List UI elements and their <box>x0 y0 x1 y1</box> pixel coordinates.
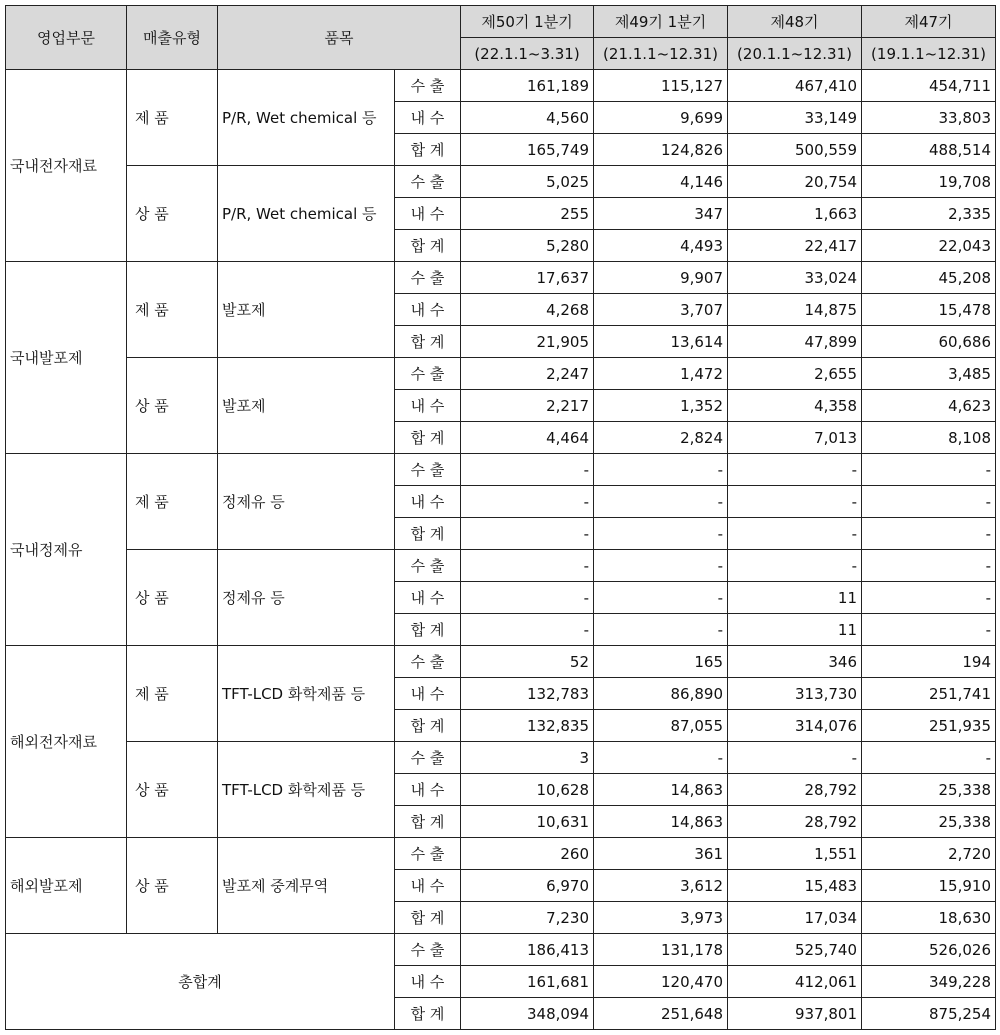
grand-total-label: 총합계 <box>6 934 395 1030</box>
value-cell: - <box>728 742 862 774</box>
value-cell: 3,973 <box>594 902 728 934</box>
value-cell: 161,189 <box>461 70 594 102</box>
value-cell: 10,628 <box>461 774 594 806</box>
value-cell: 15,910 <box>862 870 996 902</box>
value-cell: 60,686 <box>862 326 996 358</box>
value-cell: 2,720 <box>862 838 996 870</box>
value-cell: - <box>461 582 594 614</box>
sales-type: 상 품 <box>127 166 218 262</box>
value-cell: 488,514 <box>862 134 996 166</box>
value-cell: 454,711 <box>862 70 996 102</box>
value-cell: - <box>728 486 862 518</box>
value-cell: 115,127 <box>594 70 728 102</box>
value-cell: 131,178 <box>594 934 728 966</box>
value-cell: 52 <box>461 646 594 678</box>
value-cell: 15,478 <box>862 294 996 326</box>
value-cell: 14,863 <box>594 806 728 838</box>
segment-name: 해외전자재료 <box>6 646 127 838</box>
channel-label: 합 계 <box>395 614 461 646</box>
header-period-name: 제47기 <box>862 6 996 38</box>
value-cell: 9,907 <box>594 262 728 294</box>
header-sales-type: 매출유형 <box>127 6 218 70</box>
value-cell: 349,228 <box>862 966 996 998</box>
channel-label: 합 계 <box>395 998 461 1030</box>
value-cell: 3,707 <box>594 294 728 326</box>
value-cell: 937,801 <box>728 998 862 1030</box>
value-cell: 4,493 <box>594 230 728 262</box>
value-cell: 2,824 <box>594 422 728 454</box>
header-period-range: (22.1.1~3.31) <box>461 38 594 70</box>
value-cell: 25,338 <box>862 774 996 806</box>
value-cell: 33,803 <box>862 102 996 134</box>
table-row <box>6 454 996 486</box>
channel-label: 수 출 <box>395 646 461 678</box>
header-period-range: (21.1.1~12.31) <box>594 38 728 70</box>
value-cell: - <box>594 454 728 486</box>
value-cell: - <box>594 518 728 550</box>
value-cell: 86,890 <box>594 678 728 710</box>
value-cell: 19,708 <box>862 166 996 198</box>
channel-label: 내 수 <box>395 102 461 134</box>
value-cell: 3,485 <box>862 358 996 390</box>
value-cell: 17,034 <box>728 902 862 934</box>
value-cell: 165,749 <box>461 134 594 166</box>
channel-label: 합 계 <box>395 710 461 742</box>
value-cell: 2,335 <box>862 198 996 230</box>
segment-name: 국내발포제 <box>6 262 127 454</box>
value-cell: 20,754 <box>728 166 862 198</box>
value-cell: 47,899 <box>728 326 862 358</box>
value-cell: 2,247 <box>461 358 594 390</box>
table-row <box>6 166 996 198</box>
value-cell: 14,875 <box>728 294 862 326</box>
channel-label: 수 출 <box>395 550 461 582</box>
table-row <box>6 550 996 582</box>
channel-label: 수 출 <box>395 454 461 486</box>
value-cell: - <box>728 518 862 550</box>
value-cell: - <box>461 486 594 518</box>
value-cell: 132,835 <box>461 710 594 742</box>
value-cell: 260 <box>461 838 594 870</box>
value-cell: 346 <box>728 646 862 678</box>
value-cell: - <box>862 550 996 582</box>
value-cell: 11 <box>728 582 862 614</box>
channel-label: 수 출 <box>395 166 461 198</box>
value-cell: - <box>461 550 594 582</box>
table-row <box>6 838 996 870</box>
channel-label: 합 계 <box>395 422 461 454</box>
sales-type: 제 품 <box>127 70 218 166</box>
header-period-range: (19.1.1~12.31) <box>862 38 996 70</box>
value-cell: 45,208 <box>862 262 996 294</box>
value-cell: - <box>461 518 594 550</box>
value-cell: 11 <box>728 614 862 646</box>
value-cell: 4,146 <box>594 166 728 198</box>
item-name: 정제유 등 <box>218 454 395 550</box>
value-cell: 4,623 <box>862 390 996 422</box>
sales-type: 제 품 <box>127 454 218 550</box>
value-cell: 1,352 <box>594 390 728 422</box>
value-cell: - <box>862 614 996 646</box>
value-cell: 22,417 <box>728 230 862 262</box>
header-period-range: (20.1.1~12.31) <box>728 38 862 70</box>
value-cell: 10,631 <box>461 806 594 838</box>
item-name: 발포제 <box>218 262 395 358</box>
channel-label: 합 계 <box>395 230 461 262</box>
item-name: 발포제 <box>218 358 395 454</box>
channel-label: 내 수 <box>395 390 461 422</box>
channel-label: 내 수 <box>395 678 461 710</box>
channel-label: 합 계 <box>395 326 461 358</box>
value-cell: 9,699 <box>594 102 728 134</box>
table-row <box>6 742 996 774</box>
value-cell: 6,970 <box>461 870 594 902</box>
header-period-name: 제48기 <box>728 6 862 38</box>
value-cell: 3,612 <box>594 870 728 902</box>
value-cell: - <box>728 550 862 582</box>
item-name: 발포제 중계무역 <box>218 838 395 934</box>
item-name: TFT-LCD 화학제품 등 <box>218 646 395 742</box>
segment-name: 해외발포제 <box>6 838 127 934</box>
value-cell: 25,338 <box>862 806 996 838</box>
channel-label: 내 수 <box>395 198 461 230</box>
value-cell: 525,740 <box>728 934 862 966</box>
value-cell: 5,025 <box>461 166 594 198</box>
value-cell: 87,055 <box>594 710 728 742</box>
value-cell: - <box>461 614 594 646</box>
value-cell: 5,280 <box>461 230 594 262</box>
table-row <box>6 262 996 294</box>
value-cell: 28,792 <box>728 806 862 838</box>
value-cell: - <box>594 742 728 774</box>
value-cell: 15,483 <box>728 870 862 902</box>
channel-label: 내 수 <box>395 870 461 902</box>
value-cell: 120,470 <box>594 966 728 998</box>
value-cell: 2,655 <box>728 358 862 390</box>
value-cell: 28,792 <box>728 774 862 806</box>
channel-label: 수 출 <box>395 838 461 870</box>
value-cell: - <box>594 550 728 582</box>
value-cell: 251,648 <box>594 998 728 1030</box>
channel-label: 합 계 <box>395 134 461 166</box>
value-cell: - <box>594 582 728 614</box>
sales-type: 제 품 <box>127 646 218 742</box>
value-cell: 1,472 <box>594 358 728 390</box>
channel-label: 내 수 <box>395 294 461 326</box>
value-cell: 13,614 <box>594 326 728 358</box>
value-cell: 22,043 <box>862 230 996 262</box>
channel-label: 수 출 <box>395 934 461 966</box>
value-cell: 165 <box>594 646 728 678</box>
value-cell: 251,741 <box>862 678 996 710</box>
value-cell: 313,730 <box>728 678 862 710</box>
item-name: 정제유 등 <box>218 550 395 646</box>
table-header <box>6 6 996 70</box>
item-name: P/R, Wet chemical 등 <box>218 166 395 262</box>
value-cell: 500,559 <box>728 134 862 166</box>
segment-name: 국내정제유 <box>6 454 127 646</box>
value-cell: 251,935 <box>862 710 996 742</box>
value-cell: 7,230 <box>461 902 594 934</box>
item-name: TFT-LCD 화학제품 등 <box>218 742 395 838</box>
value-cell: 8,108 <box>862 422 996 454</box>
value-cell: - <box>862 518 996 550</box>
channel-label: 내 수 <box>395 966 461 998</box>
value-cell: 161,681 <box>461 966 594 998</box>
value-cell: 18,630 <box>862 902 996 934</box>
value-cell: 4,560 <box>461 102 594 134</box>
value-cell: 4,464 <box>461 422 594 454</box>
value-cell: 186,413 <box>461 934 594 966</box>
value-cell: 4,358 <box>728 390 862 422</box>
channel-label: 내 수 <box>395 774 461 806</box>
sales-type: 상 품 <box>127 550 218 646</box>
sales-type: 제 품 <box>127 262 218 358</box>
value-cell: - <box>594 486 728 518</box>
item-name: P/R, Wet chemical 등 <box>218 70 395 166</box>
value-cell: - <box>461 454 594 486</box>
value-cell: 1,551 <box>728 838 862 870</box>
value-cell: 33,149 <box>728 102 862 134</box>
sales-type: 상 품 <box>127 838 218 934</box>
value-cell: 21,905 <box>461 326 594 358</box>
value-cell: 875,254 <box>862 998 996 1030</box>
sales-table <box>5 5 996 1030</box>
value-cell: 412,061 <box>728 966 862 998</box>
value-cell: 526,026 <box>862 934 996 966</box>
value-cell: 4,268 <box>461 294 594 326</box>
table-row <box>6 70 996 102</box>
value-cell: 3 <box>461 742 594 774</box>
channel-label: 합 계 <box>395 518 461 550</box>
table-row <box>6 358 996 390</box>
value-cell: 348,094 <box>461 998 594 1030</box>
value-cell: - <box>594 614 728 646</box>
channel-label: 수 출 <box>395 358 461 390</box>
channel-label: 합 계 <box>395 806 461 838</box>
value-cell: 314,076 <box>728 710 862 742</box>
sales-type: 상 품 <box>127 358 218 454</box>
table-row <box>6 934 996 966</box>
value-cell: 17,637 <box>461 262 594 294</box>
channel-label: 수 출 <box>395 742 461 774</box>
value-cell: 1,663 <box>728 198 862 230</box>
header-segment: 영업부문 <box>6 6 127 70</box>
value-cell: 7,013 <box>728 422 862 454</box>
channel-label: 내 수 <box>395 582 461 614</box>
table-row <box>6 646 996 678</box>
value-cell: 132,783 <box>461 678 594 710</box>
value-cell: - <box>862 486 996 518</box>
value-cell: 467,410 <box>728 70 862 102</box>
value-cell: - <box>862 742 996 774</box>
value-cell: 255 <box>461 198 594 230</box>
header-period-name: 제49기 1분기 <box>594 6 728 38</box>
header-period-name: 제50기 1분기 <box>461 6 594 38</box>
value-cell: 2,217 <box>461 390 594 422</box>
value-cell: 194 <box>862 646 996 678</box>
channel-label: 수 출 <box>395 70 461 102</box>
value-cell: - <box>728 454 862 486</box>
value-cell: 124,826 <box>594 134 728 166</box>
value-cell: - <box>862 582 996 614</box>
channel-label: 내 수 <box>395 486 461 518</box>
value-cell: 347 <box>594 198 728 230</box>
sales-type: 상 품 <box>127 742 218 838</box>
value-cell: 361 <box>594 838 728 870</box>
value-cell: 14,863 <box>594 774 728 806</box>
segment-name: 국내전자재료 <box>6 70 127 262</box>
channel-label: 합 계 <box>395 902 461 934</box>
value-cell: - <box>862 454 996 486</box>
channel-label: 수 출 <box>395 262 461 294</box>
value-cell: 33,024 <box>728 262 862 294</box>
table-body <box>6 70 996 1030</box>
header-item: 품목 <box>218 6 461 70</box>
